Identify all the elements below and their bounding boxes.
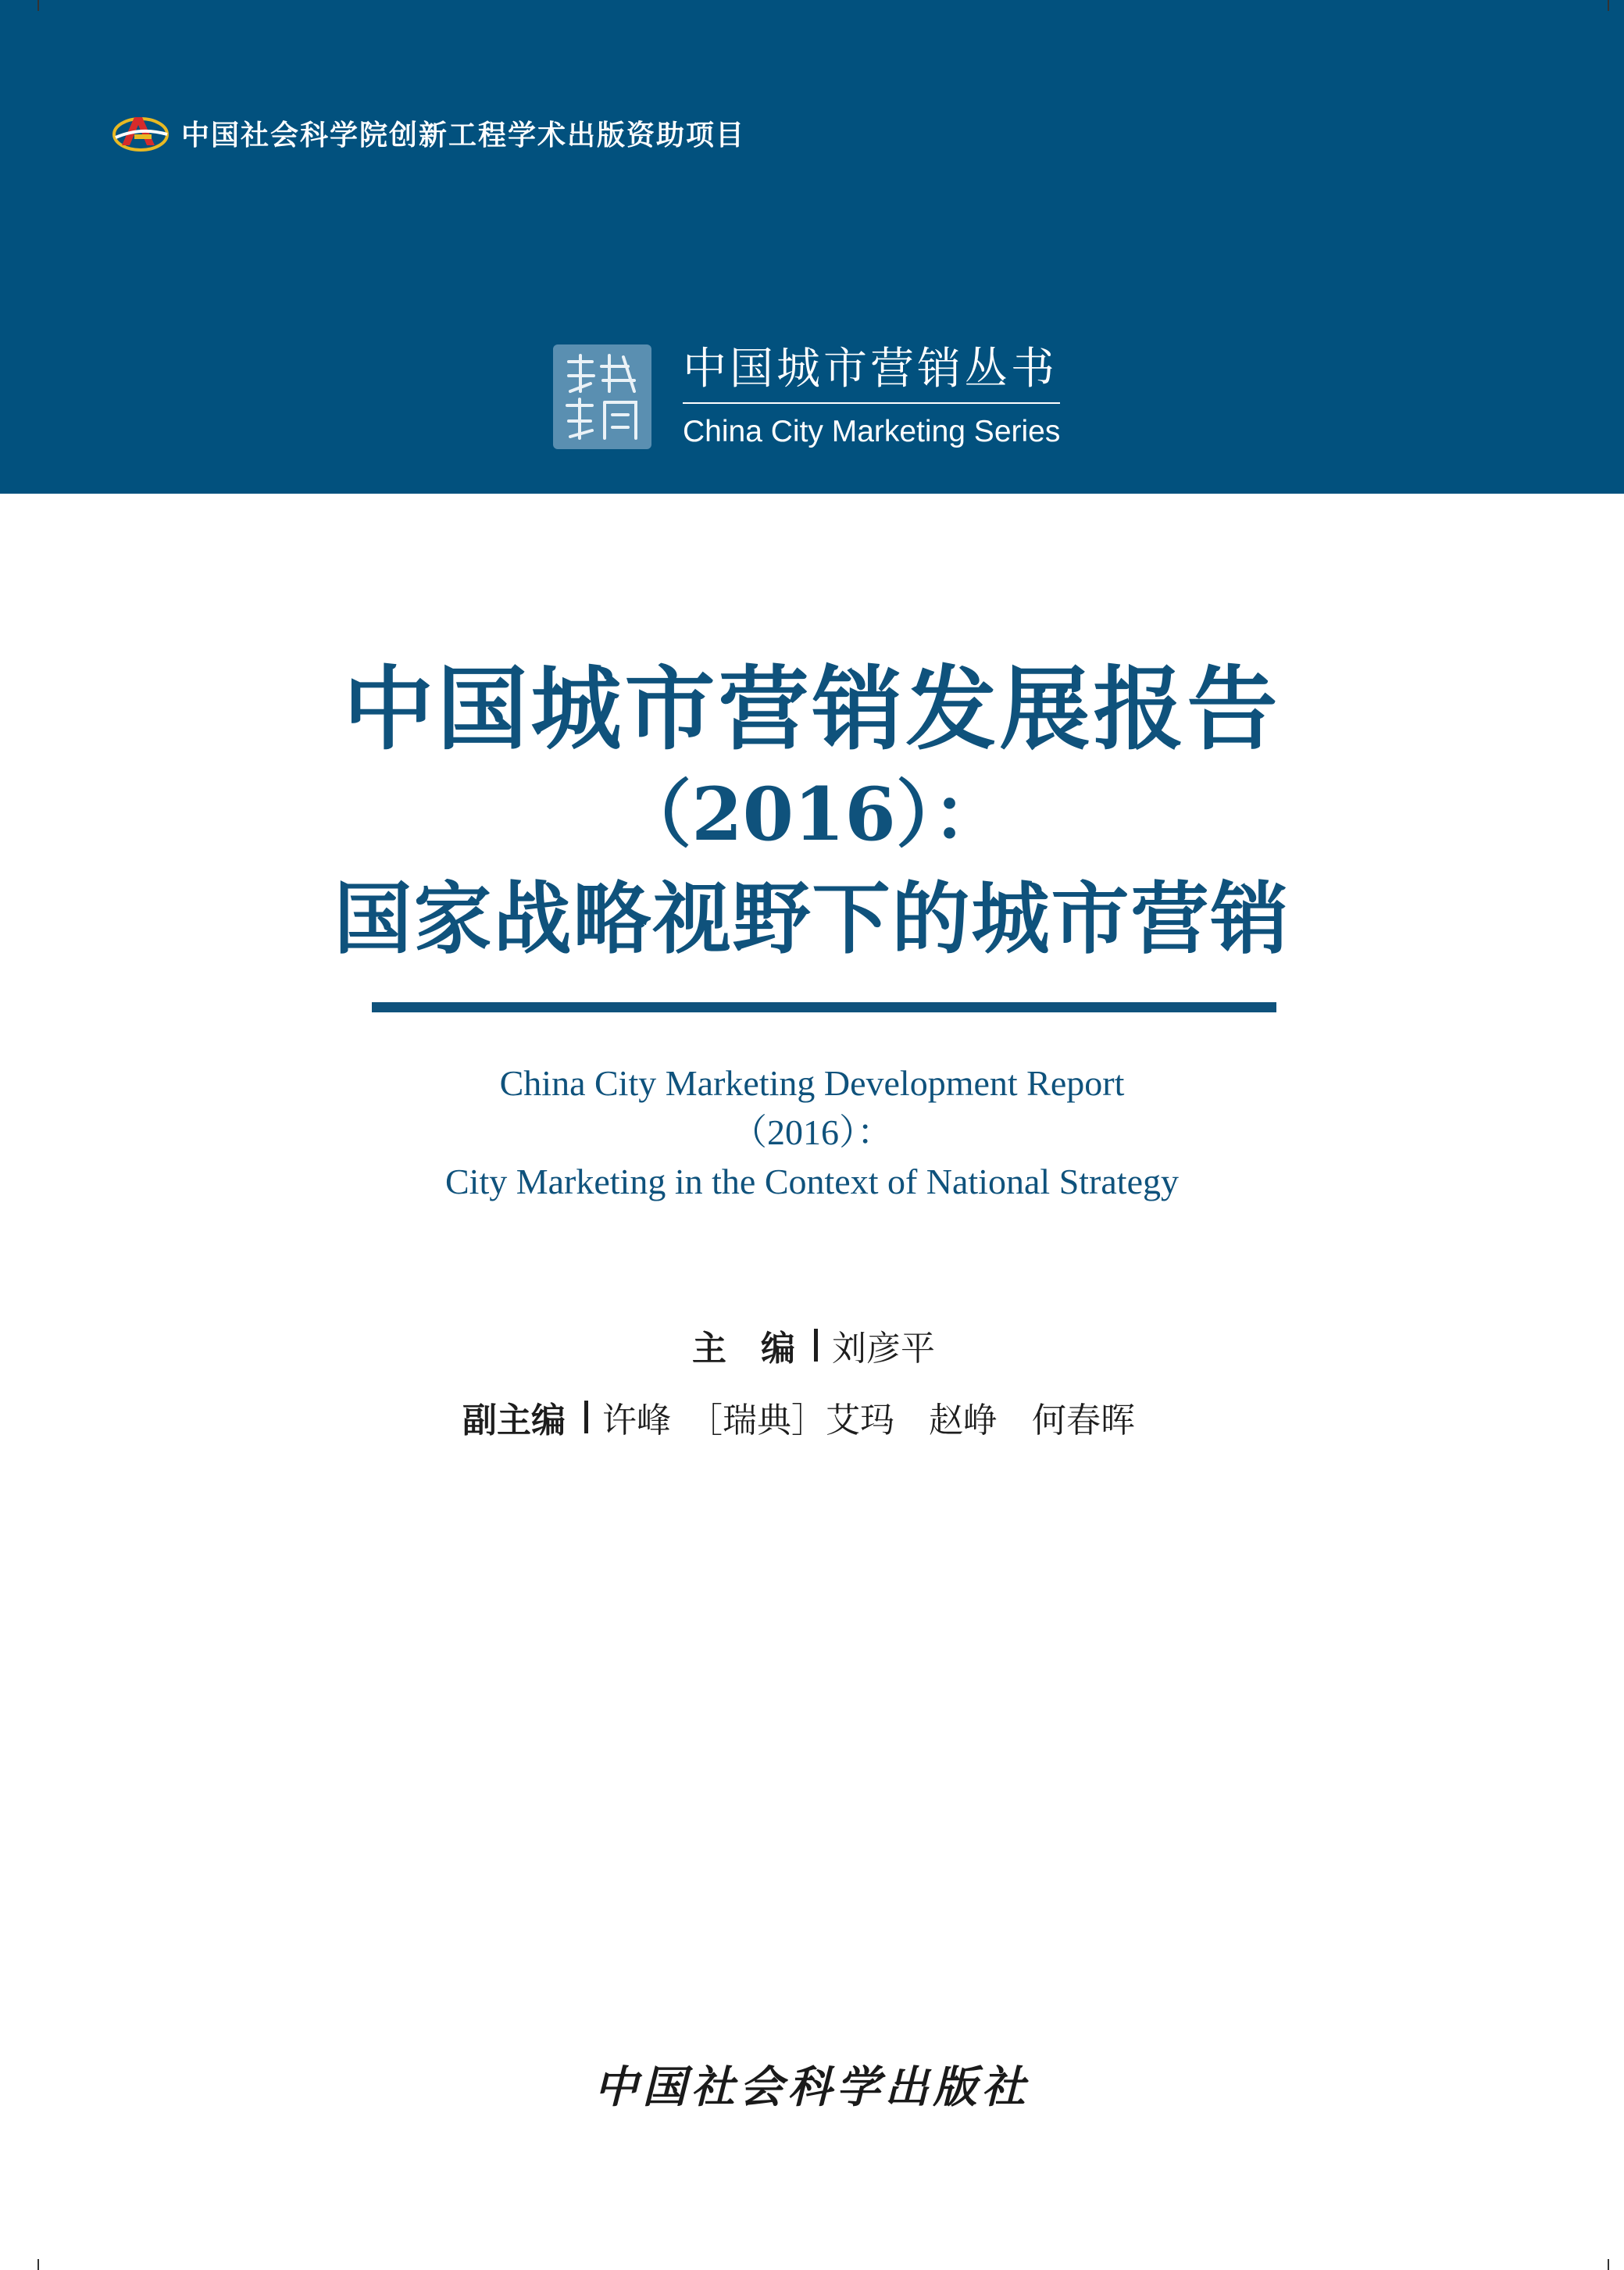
publisher-name: 中国社会科学出版社 — [594, 2061, 1030, 2113]
title-block — [0, 656, 1624, 965]
city-marketing-seal-icon — [553, 344, 651, 449]
crop-mark — [1608, 0, 1609, 11]
deputy-editor-row — [462, 1392, 1135, 1442]
title-main-en: China City Marketing Development Report — [499, 1063, 1125, 1103]
title-subtitle-cn: 国家战略视野下的城市营销 — [334, 873, 1290, 965]
sponsor-line — [111, 108, 745, 158]
series-text — [683, 343, 1061, 448]
crop-mark — [37, 0, 39, 11]
credit-separator — [814, 1329, 818, 1362]
title-year-cn: （2016）： — [618, 772, 1006, 858]
cass-innovation-logo-icon — [111, 111, 170, 155]
deputy-editor-names: 许峰 ［瑞典］艾玛 赵峥 何春晖 — [602, 1401, 1135, 1440]
title-main-cn: 中国城市营销发展报告 — [343, 656, 1281, 762]
title-subtitle-en: City Marketing in the Context of National Strategy — [444, 1162, 1179, 1201]
chief-editor-role: 主 编 — [692, 1329, 795, 1369]
series-name-en: China City Marketing Series — [683, 414, 1061, 448]
chief-editor-names: 刘彦平 — [832, 1329, 935, 1369]
crop-mark — [37, 2259, 39, 2270]
crop-mark — [1608, 2259, 1609, 2270]
title-block-en — [0, 1058, 1624, 1206]
sponsor-text: 中国社会科学院创新工程学术出版资助项目 — [181, 119, 746, 152]
deputy-editor-role: 副主编 — [462, 1401, 566, 1440]
series-name-cn: 中国城市营销丛书 — [683, 348, 1060, 404]
series-brand — [553, 344, 1060, 450]
credit-separator — [584, 1401, 588, 1433]
chief-editor-row — [692, 1320, 935, 1370]
title-divider — [372, 1002, 1276, 1012]
title-year-en: （2016）： — [731, 1112, 893, 1152]
